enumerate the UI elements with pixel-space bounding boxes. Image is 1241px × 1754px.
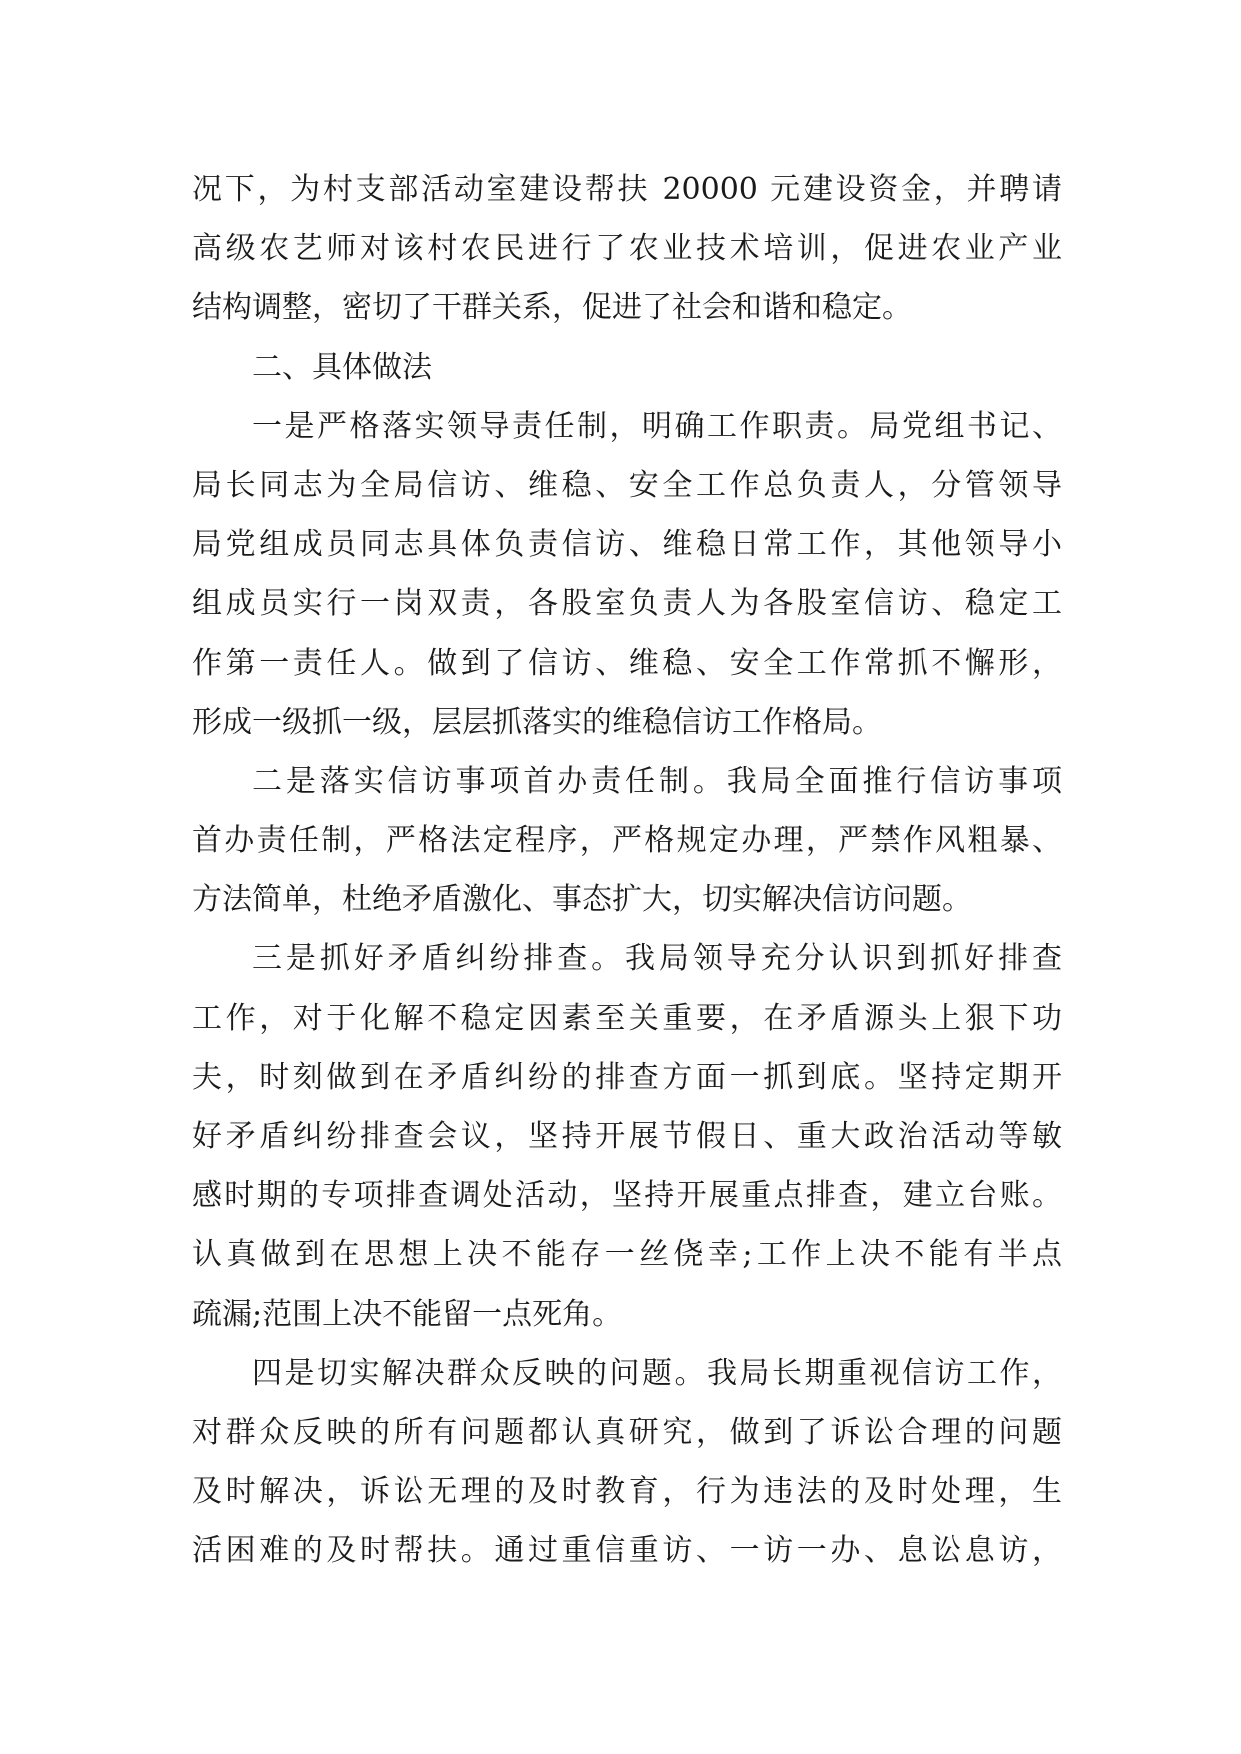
text-line: 高级农艺师对该村农民进行了农业技术培训，促进农业产业 [192, 231, 1062, 267]
text-line: 感时期的专项排查调处活动，坚持开展重点排查，建立台账。 [192, 1178, 1062, 1214]
text-line: 二是落实信访事项首办责任制。我局全面推行信访事项 [252, 763, 1062, 799]
text-line: 活困难的及时帮扶。通过重信重访、一访一办、息讼息访， [192, 1533, 1062, 1569]
text-line: 工作，对于化解不稳定因素至关重要，在矛盾源头上狠下功 [192, 1000, 1062, 1036]
text-line: 好矛盾纠纷排查会议，坚持开展节假日、重大政治活动等敏 [192, 1119, 1062, 1154]
text-line: 及时解决，诉讼无理的及时教育，行为违法的及时处理，生 [192, 1474, 1062, 1510]
document-body [192, 160, 1062, 1581]
text-line: 首办责任制，严格法定程序，严格规定办理，严禁作风粗暴、 [192, 823, 1062, 859]
text-line: 对群众反映的所有问题都认真研究，做到了诉讼合理的问题 [192, 1414, 1062, 1450]
text-line: 作第一责任人。做到了信访、维稳、安全工作常抓不懈形， [192, 645, 1062, 681]
text-line: 形成一级抓一级，层层抓落实的维稳信访工作格局。 [192, 704, 882, 740]
text-line: 组成员实行一岗双责，各股室负责人为各股室信访、稳定工 [192, 586, 1062, 622]
text-line: 四是切实解决群众反映的问题。我局长期重视信访工作， [252, 1355, 1062, 1391]
text-line: 局长同志为全局信访、维稳、安全工作总负责人，分管领导 [192, 467, 1062, 503]
text-line: 一是严格落实领导责任制，明确工作职责。局党组书记、 [252, 408, 1062, 444]
text-line: 况下，为村支部活动室建设帮扶 20000 元建设资金，并聘请 [192, 172, 1062, 207]
text-line: 局党组成员同志具体负责信访、维稳日常工作，其他领导小 [192, 527, 1062, 563]
text-line: 结构调整，密切了干群关系，促进了社会和谐和稳定。 [192, 290, 912, 326]
section-heading: 二、具体做法 [252, 349, 432, 385]
text-line: 夫，时刻做到在矛盾纠纷的排查方面一抓到底。坚持定期开 [192, 1059, 1062, 1095]
text-line: 认真做到在思想上决不能存一丝侥幸;工作上决不能有半点 [192, 1237, 1062, 1273]
text-line: 疏漏;范围上决不能留一点死角。 [192, 1296, 623, 1332]
text-line: 三是抓好矛盾纠纷排查。我局领导充分认识到抓好排查 [252, 941, 1062, 977]
text-line: 方法简单，杜绝矛盾激化、事态扩大，切实解决信访问题。 [192, 882, 972, 918]
